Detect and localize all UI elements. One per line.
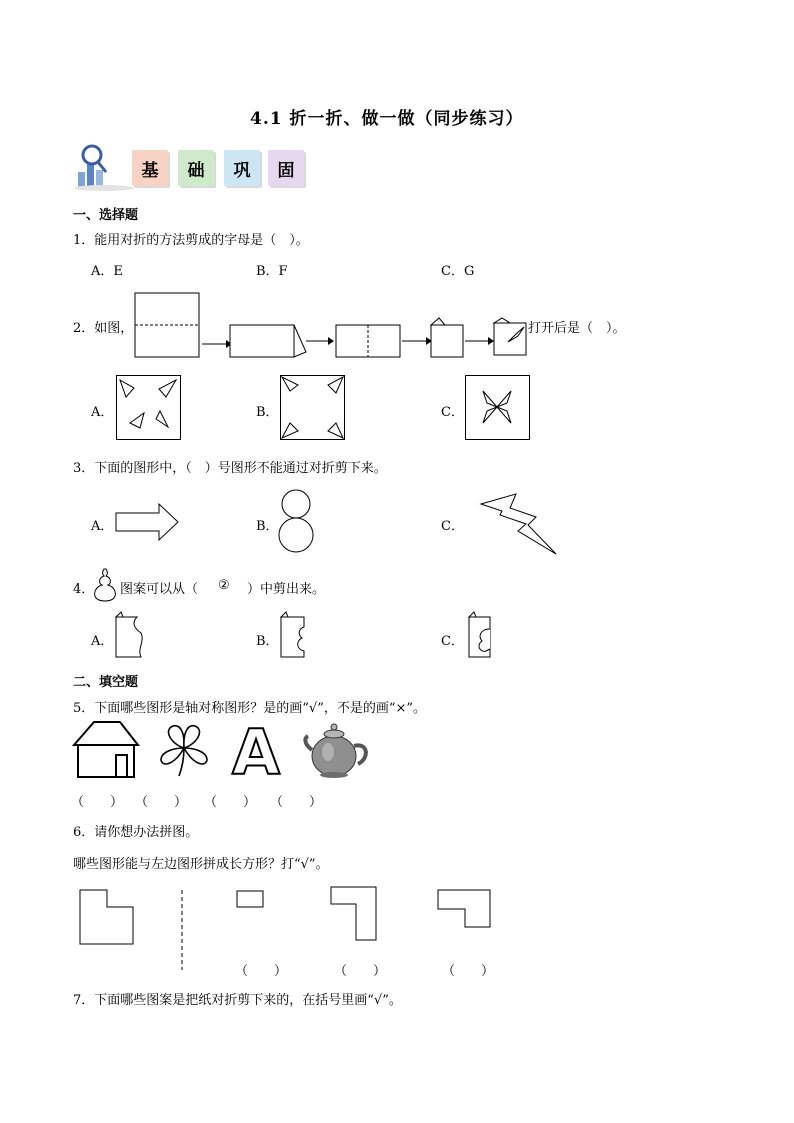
- q4-option-a-folded-paper: [115, 611, 149, 661]
- q4-answer: ②: [218, 578, 230, 593]
- q5-answer-blank-1[interactable]: （ ）: [71, 795, 124, 810]
- q6-divider: [181, 890, 185, 970]
- q4-option-a: A．: [91, 634, 114, 649]
- q1-option-c: C．G: [441, 264, 475, 279]
- q2-option-a: A．: [91, 405, 114, 420]
- q5-teapot-shape: [302, 720, 372, 780]
- q4-suffix: ）中剪出来。: [247, 582, 326, 597]
- q4-prefix: 4．: [73, 582, 95, 597]
- q4-option-b: B．: [256, 634, 279, 649]
- q6-answer-blank-2[interactable]: （ ）: [334, 964, 387, 979]
- q4-option-c: C．: [441, 634, 464, 649]
- q2-option-b: B．: [256, 405, 279, 420]
- q5-house-shape: [72, 719, 142, 781]
- q4-option-b-folded-paper: [280, 611, 314, 661]
- q3-snowman-shape: [277, 488, 317, 554]
- q4-middle: 图案可以从（: [120, 582, 199, 597]
- q6-option-1-shape: [236, 890, 266, 910]
- q6-sub: 哪些图形能与左边图形拼成长方形？打“√”。: [73, 857, 329, 872]
- q5-letter-a-shape: [229, 716, 285, 789]
- q6-stem: 6．请你想办法拼图。: [73, 825, 199, 840]
- q6-answer-blank-3[interactable]: （ ）: [442, 964, 495, 979]
- q6-option-3-shape: [437, 889, 493, 931]
- q3-option-b: B．: [256, 519, 279, 534]
- q2-option-b-square: [280, 375, 346, 441]
- section-banner: [70, 142, 330, 194]
- q3-option-c: C．: [441, 519, 464, 534]
- q5-letter-a: A: [232, 716, 280, 789]
- q5-stem: 5．下面哪些图形是轴对称图形？是的画“√”，不是的画“×”。: [73, 701, 427, 716]
- q2-option-c: C．: [441, 405, 464, 420]
- q2-option-a-square: [116, 375, 182, 441]
- q6-left-shape: [79, 889, 139, 949]
- q2-fold-sequence-diagram: [130, 290, 550, 360]
- q5-answer-blank-3[interactable]: （ ）: [204, 795, 257, 810]
- q1-stem: 1．能用对折的方法剪成的字母是（ ）。: [73, 233, 309, 248]
- banner-char-2: 础: [178, 150, 214, 186]
- q3-lightning-shape: [478, 493, 560, 555]
- q5-answer-blank-4[interactable]: （ ）: [270, 795, 323, 810]
- q2-suffix: 打开后是（ ）。: [528, 321, 626, 336]
- q5-answer-blank-2[interactable]: （ ）: [135, 795, 188, 810]
- q6-option-2-shape: [330, 886, 380, 942]
- q1-option-b: B．F: [256, 264, 288, 279]
- q4-option-c-folded-paper: [468, 611, 502, 661]
- q2-prefix: 2．如图，: [73, 321, 134, 336]
- banner-char-4: 固: [268, 150, 304, 186]
- section-heading-fill: 二、填空题: [73, 675, 139, 690]
- q4-gourd-icon: [92, 568, 118, 602]
- q5-clover-shape: [157, 722, 213, 778]
- magnifier-chart-icon: [70, 142, 130, 192]
- banner-char-1: 基: [132, 150, 168, 186]
- q1-option-a: A．E: [91, 264, 123, 279]
- q2-option-c-square: [465, 375, 531, 441]
- page-title: 4.1 折一折、做一做（同步练习）: [250, 109, 524, 129]
- banner-char-3: 巩: [224, 150, 260, 186]
- section-heading-choice: 一、选择题: [73, 208, 139, 223]
- q7-stem: 7．下面哪些图案是把纸对折剪下来的，在括号里画“√”。: [73, 993, 402, 1008]
- q3-option-a: A．: [91, 519, 114, 534]
- q3-arrow-shape: [115, 503, 181, 543]
- q3-stem: 3．下面的图形中，（ ）号图形不能通过对折剪下来。: [73, 461, 387, 476]
- q6-answer-blank-1[interactable]: （ ）: [235, 964, 288, 979]
